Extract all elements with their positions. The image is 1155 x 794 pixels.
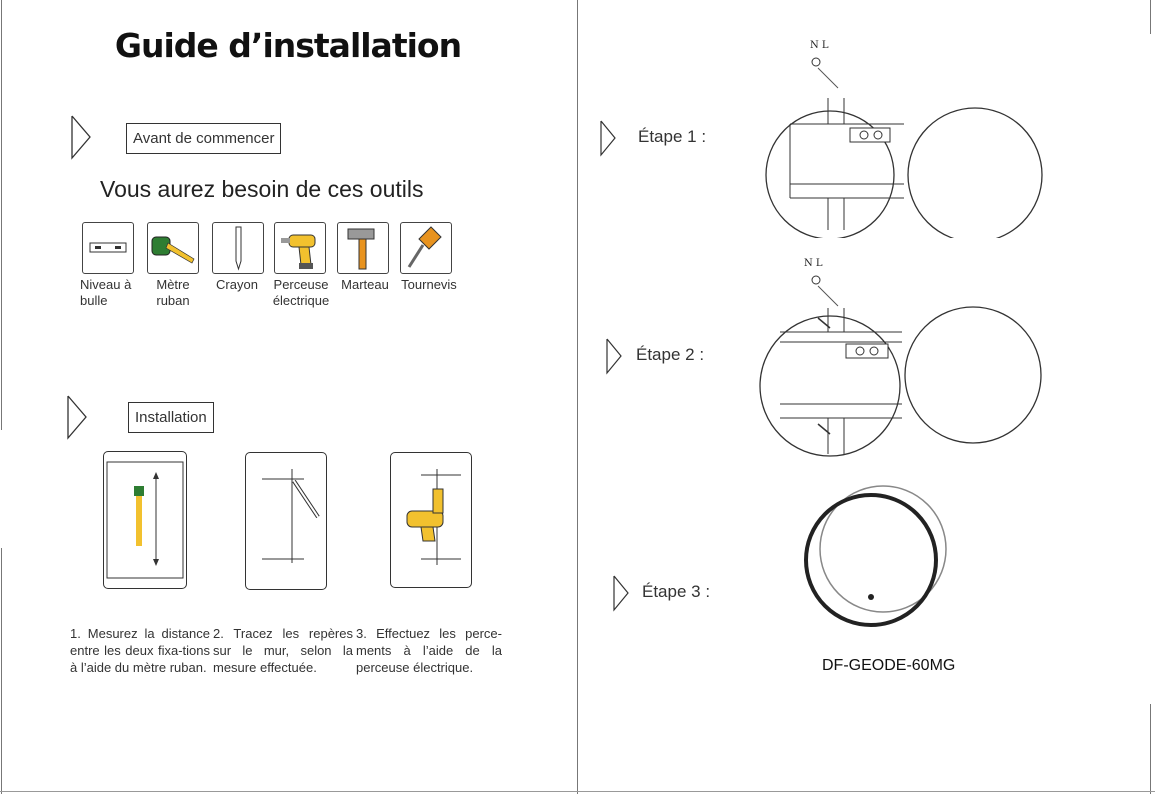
chevron-icon [66, 394, 90, 440]
tools-heading: Vous aurez besoin de ces outils [100, 176, 424, 202]
pencil-icon [212, 222, 264, 274]
tool-label-drill: Perceuse électrique [272, 277, 330, 308]
tape-measure-icon [147, 222, 199, 274]
wire-label-1: N L [810, 40, 829, 51]
chevron-icon [599, 119, 619, 157]
tool-label-pencil: Crayon [216, 277, 258, 292]
etape-3-label: Étape 3 : [642, 582, 711, 601]
tool-label-hammer: Marteau [341, 277, 389, 292]
model-number: DF-GEODE-60MG [822, 657, 956, 674]
page-title: Guide d’installation [114, 26, 462, 65]
cabinet-open-diagram-1 [740, 38, 1050, 238]
measure-diagram [103, 451, 187, 589]
hammer-icon [337, 222, 389, 274]
etape-1-label: Étape 1 : [638, 127, 707, 146]
bottom-rule [0, 791, 1155, 792]
step-1-text: 1. Mesurez la distance entre les deux fixa-tions à l’aide du mètre ruban. [70, 626, 210, 675]
right-edge [1150, 0, 1151, 34]
etape-2-label: Étape 2 : [636, 345, 705, 364]
step-3-text: 3. Effectuez les perce-ments à l’aide de la perceuse électrique. [356, 626, 502, 675]
drill-icon [274, 222, 326, 274]
chevron-icon [70, 114, 94, 160]
level-icon [82, 222, 134, 274]
wire-label-2: N L [804, 258, 823, 269]
page-divider [577, 0, 578, 794]
tool-label-tape: Mètre ruban [156, 277, 190, 308]
right-edge-lower [1150, 704, 1151, 794]
mark-diagram [245, 452, 327, 590]
chevron-icon [605, 337, 625, 375]
chevron-icon [612, 574, 632, 612]
round-mirror-diagram [795, 478, 965, 638]
cabinet-open-diagram-2 [740, 258, 1050, 468]
left-edge-lower [1, 548, 2, 794]
section-label-prep: Avant de commencer [126, 123, 281, 154]
tool-label-level: Niveau à bulle [80, 277, 132, 308]
step-2-text: 2. Tracez les repères sur le mur, selon la mesure effectuée. [213, 626, 353, 675]
drill-diagram [390, 452, 472, 588]
tool-label-screwdriver: Tournevis [401, 277, 457, 292]
section-label-install: Installation [128, 402, 214, 433]
screwdriver-icon [400, 222, 452, 274]
